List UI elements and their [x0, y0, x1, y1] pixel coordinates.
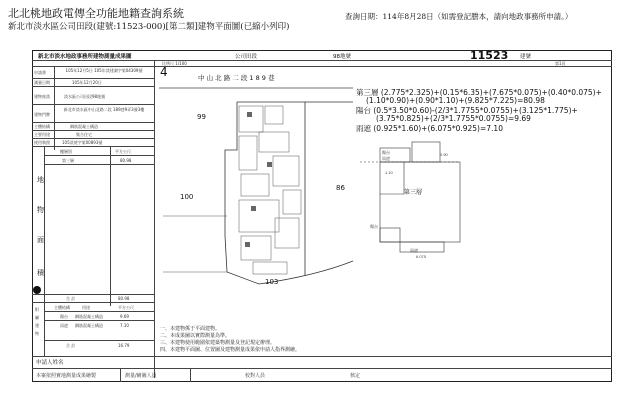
annex-area-2: 7.10	[120, 323, 129, 328]
annex-area-1: 9.69	[120, 314, 129, 319]
vertical-label-3: 面	[37, 236, 44, 244]
applicant-label: 申請人姓名	[36, 360, 64, 366]
note-4: 四、本建物平面圖、位置圖及建物測量成果依申請人指界測繪。	[160, 347, 301, 353]
balcony-label-2: 陽台	[370, 224, 378, 229]
floor-header: 樓層別	[60, 149, 72, 154]
building-number: 11523	[470, 49, 509, 62]
area-header: 平方公尺	[115, 149, 131, 154]
formula-line-5: 雨遮 (0.925*1.60)+(6.075*0.925)=7.10	[356, 124, 503, 133]
annex-total-label: 合 計	[66, 343, 76, 348]
footer-note: 本案依照實地測量成果繪製	[36, 373, 97, 379]
row-label-structure: 主體結構	[34, 124, 50, 129]
document-subtitle: 新北市淡水區公司田段(建號:11523-000)[第二類]建物平面圖(已縮小列印)	[8, 22, 290, 32]
floor-name: 第三層	[62, 158, 74, 163]
footer-approver: 核定	[350, 373, 361, 379]
formula-line-2: (1.10*0.90)+(0.90*1.10)+(9.825*7.225)=80.98	[366, 96, 545, 105]
note-3: 三、本建物使用範圍依建築物測量及登記規定辦理。	[160, 340, 276, 346]
formula-line-4: (3.75*0.825)+(2/3*1.7755*0.0755)=9.69	[376, 114, 531, 123]
lot-103: 103	[265, 278, 279, 286]
building-number-suffix: 建號	[520, 54, 532, 60]
floor-plan	[350, 134, 470, 264]
lot-86: 86	[336, 184, 345, 192]
total-label: 合 計	[66, 296, 76, 301]
total-area: 80.98	[118, 296, 130, 301]
annex-struct-2: 鋼筋混凝土構造	[75, 323, 103, 328]
lot-100: 100	[180, 193, 194, 201]
row-value-usage: 集合住宅	[76, 132, 92, 137]
row-label-license: 使用執照	[34, 140, 50, 145]
query-date: 查詢日期：114年8月28日（如需登記謄本，請向地政事務所申請。）	[345, 12, 573, 21]
svg-text:6.075: 6.075	[416, 254, 427, 259]
plan-number: 4	[160, 65, 168, 79]
eave-label-1: 雨遮	[382, 156, 390, 161]
row-value-address: 新北市淡水區中山北路二段 189巷9弄3號3樓	[63, 107, 145, 112]
annex-use-2: 雨遮	[60, 323, 68, 328]
row-label-address: 建物門牌	[34, 112, 50, 117]
svg-text:1.10: 1.10	[385, 170, 393, 175]
note-1: 一、本建物係于平面建物。	[160, 326, 221, 332]
road-label: 中 山 北 路 二 段 1 8 9 巷	[198, 74, 275, 82]
system-title: 北北桃地政電傳全功能地籍查詢系統	[8, 7, 184, 20]
row-label-usage: 主要用途	[34, 132, 50, 137]
row-label-location: 建物座落	[34, 94, 50, 99]
annex-total-area: 16.79	[118, 343, 130, 348]
page-label: 第1頁	[555, 61, 566, 66]
vertical-label-2: 物	[37, 206, 44, 214]
annex-label: 附 屬 建 物	[35, 307, 39, 336]
floor-area: 80.98	[120, 158, 132, 163]
vertical-label-4: 積	[37, 269, 44, 277]
footer-surveyor: 測量/繪圖人員	[125, 373, 157, 379]
eave-label-2: 雨遮	[410, 248, 418, 253]
section-name: 公司田段	[235, 54, 258, 60]
vertical-label-1: 地	[37, 176, 44, 184]
formula-line-3: 陽台 (0.5*3.50*0.60)-(2/3*1.7755*0.0755)+(3.125*1.775)+	[356, 106, 578, 115]
office-title: 新北市淡水地政事務所建物測量成果圖	[38, 54, 132, 60]
row-value-license: 105淡使字第00893號	[62, 140, 103, 145]
row-label-application: 申請書	[34, 70, 46, 75]
annex-header-use: 用途	[82, 305, 90, 310]
row-value-structure: 鋼筋混凝土構造	[70, 124, 98, 129]
annex-header-structure: 主體結構	[54, 305, 70, 310]
row-label-survey-date: 測量日期	[34, 80, 50, 85]
annex-header-area: 平方公尺	[118, 305, 134, 310]
row-value-survey-date: 105年12月20日	[72, 80, 102, 85]
stamp-dot	[33, 286, 41, 294]
scale-label: 比例尺 1/100	[162, 61, 187, 66]
note-2: 二、本成果圖以實際測量為準。	[160, 333, 231, 339]
annex-struct-1: 鋼筋混凝土構造	[75, 314, 103, 319]
annex-use-1: 陽台	[60, 314, 68, 319]
balcony-label-1: 陽台	[382, 150, 390, 155]
row-value-location: 淡水區公司田段98地號	[64, 94, 106, 99]
lot-99: 99	[197, 113, 206, 121]
formula-line-1: 第三層 (2.775*2.325)+(0.15*6.35)+(7.675*0.075)+(0.40*0.075)+	[356, 88, 602, 97]
row-value-application: 105年12月5日 105年淡建測字第04309號	[65, 68, 143, 73]
floor-label: 第三層	[404, 189, 423, 196]
lot-label: 98地號	[333, 54, 351, 60]
footer-checker: 校對人員	[245, 373, 266, 379]
svg-text:0.90: 0.90	[440, 152, 448, 157]
